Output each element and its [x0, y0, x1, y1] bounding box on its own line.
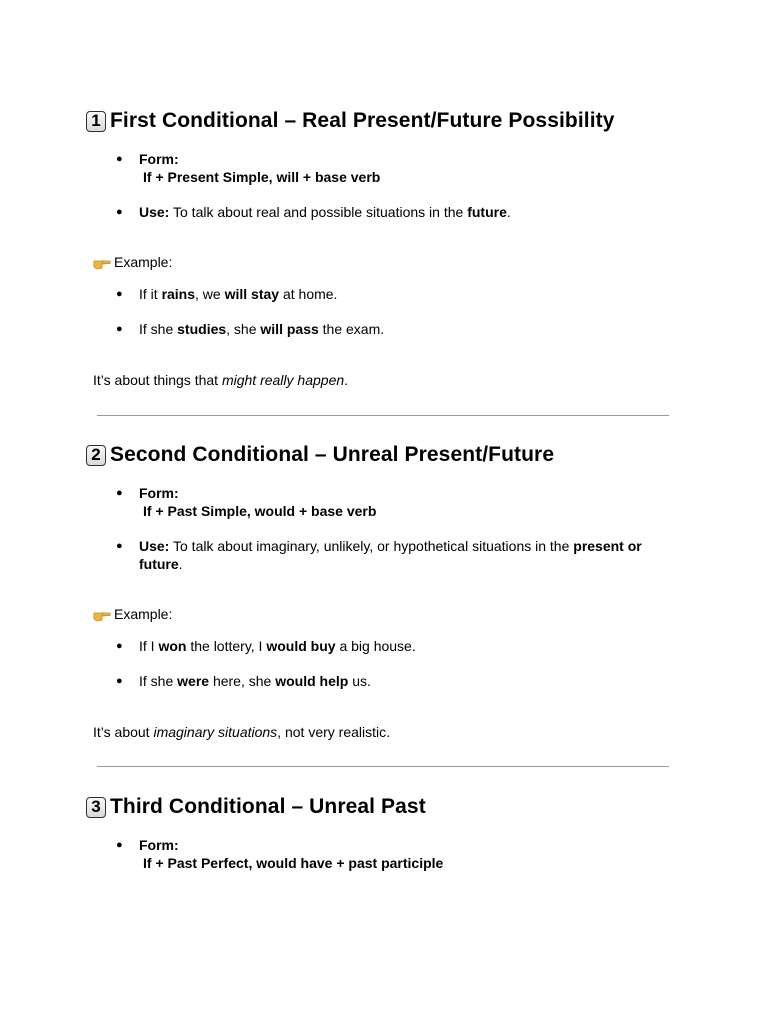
section-2-use-bullet	[139, 537, 659, 573]
example-text: If she	[139, 321, 178, 337]
summary-italic: imaginary situations	[153, 724, 278, 740]
section-3-title: Third Conditional – Unreal Past	[110, 795, 426, 818]
example-text: If it	[139, 286, 162, 302]
example-bold: rains	[161, 286, 196, 302]
use-text: To talk about imaginary, unlikely, or hypothetical situations in the	[173, 538, 570, 554]
use-end: .	[506, 204, 511, 220]
horizontal-divider	[97, 766, 669, 767]
form-label: Form:	[139, 837, 179, 853]
example-bold: studies	[177, 321, 227, 337]
section-2-example-2	[139, 672, 371, 690]
use-emphasis: present or future	[139, 538, 642, 572]
example-bold: will stay	[224, 286, 280, 302]
example-text: the lottery, I	[186, 638, 267, 654]
form-label: Form:	[139, 485, 179, 501]
example-text: If I	[139, 638, 159, 654]
example-text: at home.	[279, 286, 338, 302]
pointing-hand-icon	[93, 607, 111, 621]
section-2-form-bullet	[139, 484, 376, 520]
section-1-heading	[86, 109, 615, 133]
use-end: .	[178, 556, 183, 572]
use-text: To talk about real and possible situations in the	[173, 204, 464, 220]
section-1-example-label	[93, 253, 172, 271]
example-text: If she	[139, 673, 178, 689]
section-1-title: First Conditional – Real Present/Future Possibility	[110, 109, 615, 132]
pointing-hand-icon	[93, 255, 111, 269]
section-2-example-label	[93, 605, 172, 623]
example-label: Example:	[114, 606, 173, 622]
example-label: Example:	[114, 254, 173, 270]
keycap-digit-2-icon: 2	[86, 445, 106, 466]
form-formula: If + Present Simple, will + base verb	[143, 169, 381, 185]
form-formula: If + Past Perfect, would have + past participle	[143, 855, 444, 871]
use-label: Use:	[139, 204, 170, 220]
example-bold: would help	[275, 673, 349, 689]
example-bold: will pass	[260, 321, 319, 337]
use-emphasis: future	[467, 204, 507, 220]
example-bold: won	[158, 638, 187, 654]
summary-italic: might really happen	[221, 372, 345, 388]
example-text: us.	[348, 673, 371, 689]
section-1-summary	[93, 371, 348, 389]
section-2-summary	[93, 723, 390, 741]
section-1-example-1	[139, 285, 337, 303]
section-1-use-bullet	[139, 203, 511, 221]
example-text: , she	[226, 321, 261, 337]
section-2-example-1	[139, 637, 416, 655]
use-label: Use:	[139, 538, 170, 554]
example-text: a big house.	[335, 638, 416, 654]
section-1-form-bullet	[139, 150, 380, 186]
form-label: Form:	[139, 151, 179, 167]
section-3-heading	[86, 795, 426, 819]
summary-text: , not very realistic.	[277, 724, 391, 740]
summary-text: It’s about things that	[93, 372, 222, 388]
keycap-digit-1-icon: 1	[86, 111, 106, 132]
section-1-example-2	[139, 320, 384, 338]
section-3-form-bullet	[139, 836, 443, 872]
keycap-digit-3-icon: 3	[86, 797, 106, 818]
section-2-title: Second Conditional – Unreal Present/Future	[110, 443, 555, 466]
form-formula: If + Past Simple, would + base verb	[143, 503, 377, 519]
section-2-heading	[86, 443, 554, 467]
horizontal-divider	[97, 415, 669, 416]
example-text: , we	[195, 286, 225, 302]
example-bold: would buy	[266, 638, 336, 654]
example-bold: were	[177, 673, 210, 689]
summary-text: It’s about	[93, 724, 154, 740]
summary-text: .	[344, 372, 349, 388]
example-text: the exam.	[318, 321, 385, 337]
example-text: here, she	[209, 673, 276, 689]
